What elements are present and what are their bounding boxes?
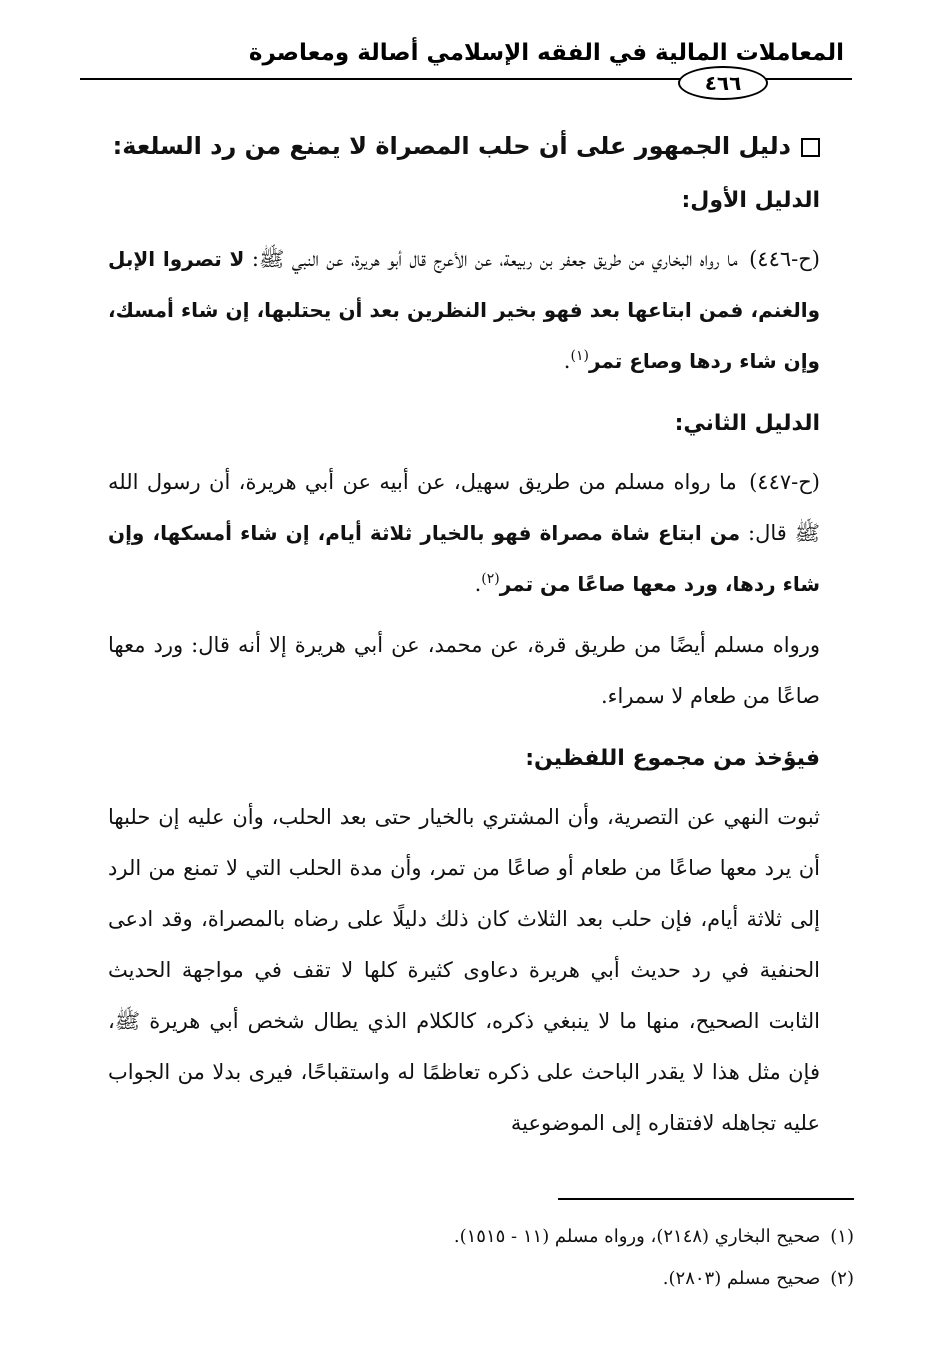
evidence2-hadith-text: من ابتاع شاة مصراة فهو بالخيار ثلاثة أيام، إن شاء أمسكها، وإن شاء ردها، ورد معها صاعًا من تمر — [108, 521, 820, 596]
evidence1-end: . — [563, 349, 571, 373]
conclusion-paragraph: ثبوت النهي عن التصرية، وأن المشتري بالخيار حتى بعد الحلب، وأن عليه إن حلبها أن يرد معها صاعًا من طعام أو صاعًا من تمر، وأن مدة الحلب التي لا تمنع من الرد إلى ثلاثة أيام، فإن حلب بعد الثلاث كان ذلك دليلًا على رضاه بالمصراة، وقد ادعى الحنفية في رد حديث أبي هريرة دعاوى كثيرة كلها لا تقف في مواجهة الحديث الثابت الصحيح، منها ما لا ينبغي ذكره، كالكلام الذي يطال شخص أبي هريرة ﷺ، فإن مثل هذا لا يقدر الباحث على ذكره تعاظمًا له واستقباحًا، فيرى بدلا من الجواب عليه تجاهله لافتقاره إلى الموضوعية — [108, 805, 820, 1135]
derived-heading: فيؤخذ من مجموع اللفظين: — [525, 746, 820, 771]
section-heading-text: دليل الجمهور على أن حلب المصراة لا يمنع من رد السلعة: — [112, 132, 791, 160]
evidence2-end: . — [474, 572, 482, 596]
also-narrated-paragraph: ورواه مسلم أيضًا من طريق قرة، عن محمد، عن أبي هريرة إلا أنه قال: ورد معها صاعًا من طعام لا سمراء. — [108, 633, 820, 708]
evidence2-text: ما رواه مسلم من طريق سهيل، عن أبيه عن أبي هريرة، أن رسول الله ﷺ قال: — [108, 470, 820, 545]
evidence2-heading: الدليل الثاني: — [674, 411, 820, 436]
evidence2-paragraph — [108, 457, 820, 610]
footnote-mark-1: (١) — [570, 348, 589, 364]
page-number: ٤٦٦ — [678, 66, 768, 100]
footnote-item — [114, 1216, 854, 1258]
footnote-text: صحيح مسلم (٢٨٠٣). — [662, 1268, 821, 1289]
evidence1-hadith-text: لا تصروا الإبل والغنم، فمن ابتاعها بعد فهو بخير النظرين بعد أن يحتلبها، إن شاء أمسك، وإن شاء ردها وصاع تمر — [108, 247, 820, 373]
evidence1-text: ما رواه البخاري من طريق جعفر بن ربيعة، عن الأعرج قال أبو هريرة، عن النبي ﷺ: — [251, 247, 738, 271]
hadith-number: (ح-٤٤٦) — [749, 247, 820, 271]
footnote-number: (١) — [830, 1226, 854, 1247]
main-content — [108, 118, 820, 1159]
footnotes — [114, 1216, 854, 1300]
footnote-item — [114, 1258, 854, 1300]
evidence1-heading: الدليل الأول: — [681, 188, 820, 213]
footnote-number: (٢) — [830, 1268, 854, 1289]
footnote-rule — [558, 1198, 854, 1200]
footnote-text: صحيح البخاري (٢١٤٨)، ورواه مسلم (١١ - ١٥١٥). — [453, 1226, 821, 1247]
hadith-number: (ح-٤٤٧) — [749, 470, 820, 494]
section-heading — [108, 118, 820, 174]
square-bullet-icon — [801, 138, 820, 157]
evidence1-paragraph — [108, 234, 820, 387]
running-header-title: المعاملات المالية في الفقه الإسلامي أصالة ومعاصرة — [248, 40, 844, 66]
footnote-mark-2: (٢) — [481, 571, 500, 587]
